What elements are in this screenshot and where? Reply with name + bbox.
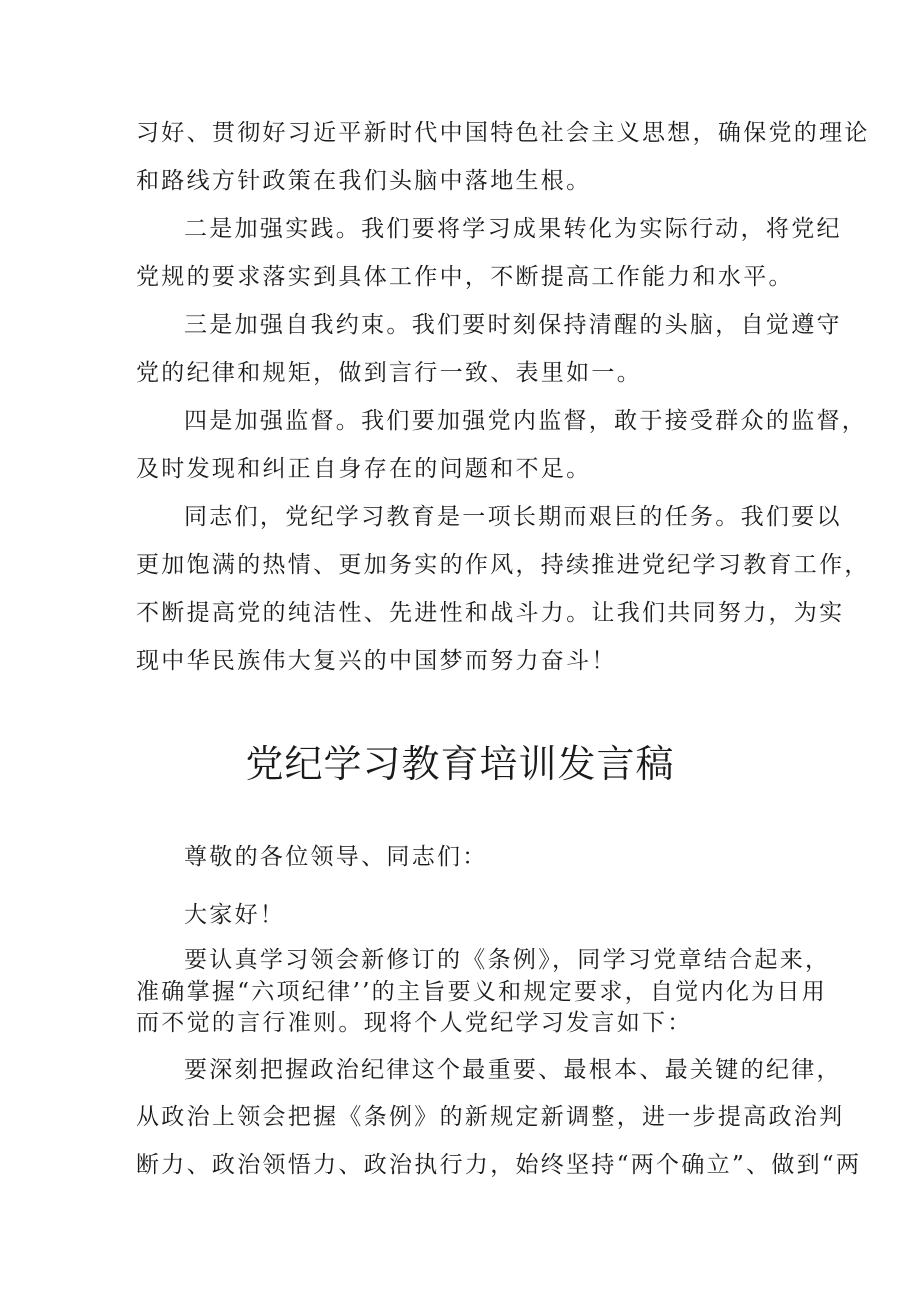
paragraph-line: 及时发现和纠正自身存在的问题和不足。 (136, 456, 592, 482)
paragraph-line: 断力、政治领悟力、政治执行力，始终坚持“两个确立”、做到“两 (136, 1152, 862, 1178)
paragraph-line: 不断提高党的纯洁性、先进性和战斗力。让我们共同努力，为实 (136, 600, 845, 626)
paragraph-line: 从政治上领会把握《条例》的新规定新调整，进一步提高政治判 (136, 1104, 845, 1130)
greeting: 大家好！ (184, 902, 286, 928)
paragraph-line: 要认真学习领会新修订的《条例》，同学习党章结合起来， (184, 947, 831, 973)
paragraph-line: 党的纪律和规矩，做到言行一致、表里如一。 (136, 360, 642, 386)
paragraph-line: 要深刻把握政治纪律这个最重要、最根本、最关键的纪律， (184, 1057, 842, 1083)
paragraph-line: 现中华民族伟大复兴的中国梦而努力奋斗！ (136, 648, 617, 674)
paragraph-line: 而不觉的言行准则。现将个人党纪学习发言如下： (136, 1010, 693, 1036)
paragraph-line: 三是加强自我约束。我们要时刻保持清醒的头脑，自觉遵守 (184, 312, 842, 338)
paragraph-line: 四是加强监督。我们要加强党内监督，敢于接受群众的监督， (184, 408, 868, 434)
paragraph-line: 更加饱满的热情、更加务实的作风，持续推进党纪学习教育工作， (136, 552, 870, 578)
paragraph-line: 准确掌握“六项纪律’’的主旨要义和规定要求，自觉内化为日用 (136, 979, 828, 1005)
paragraph-line: 二是加强实践。我们要将学习成果转化为实际行动，将党纪 (184, 216, 842, 242)
paragraph-line: 习好、贯彻好习近平新时代中国特色社会主义思想，确保党的理论 (136, 120, 870, 146)
salutation: 尊敬的各位领导、同志们： (184, 844, 488, 870)
document-title: 党纪学习教育培训发言稿 (245, 742, 675, 786)
paragraph-line: 和路线方针政策在我们头脑中落地生根。 (136, 168, 592, 194)
paragraph-line: 党规的要求落实到具体工作中，不断提高工作能力和水平。 (136, 264, 794, 290)
paragraph-line: 同志们，党纪学习教育是一项长期而艰巨的任务。我们要以 (184, 504, 842, 530)
